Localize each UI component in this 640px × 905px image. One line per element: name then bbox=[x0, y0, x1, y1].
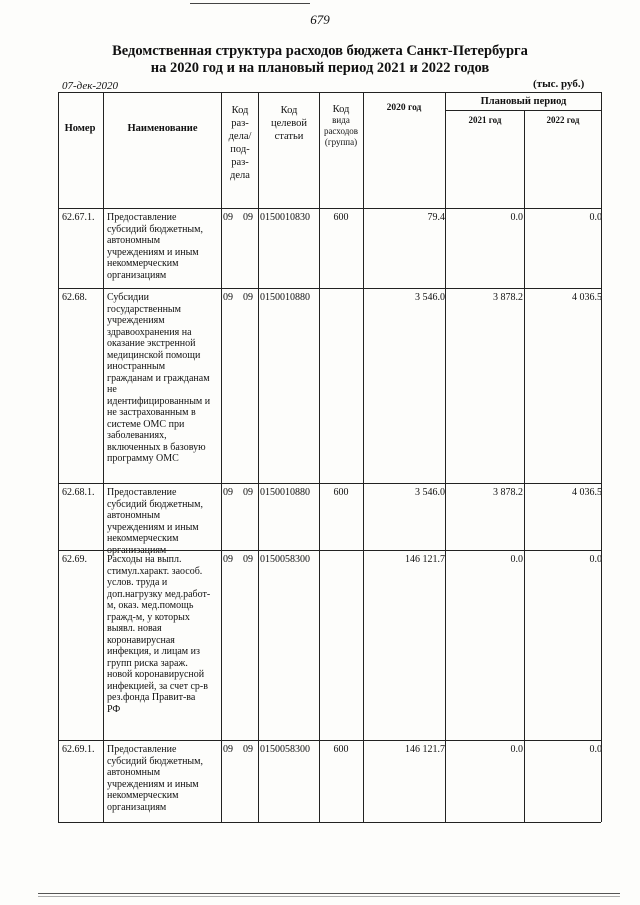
header-target-line: статьи bbox=[274, 131, 304, 142]
header-planned-period: Плановый период bbox=[480, 96, 567, 107]
page-number: 679 bbox=[310, 12, 330, 27]
header-target-line: Код bbox=[280, 105, 298, 116]
row-name-line: организациям bbox=[107, 801, 167, 813]
target-code: 0150058300 bbox=[260, 554, 310, 565]
row-name-line: рез.фонда Правит-ва bbox=[107, 692, 196, 703]
value-2020: 3 546.0 bbox=[415, 487, 445, 498]
expense-code: 600 bbox=[333, 487, 349, 498]
bottom-rule-thin bbox=[38, 896, 620, 897]
target-code: 0150010880 bbox=[260, 292, 310, 303]
header-section-line: под- bbox=[230, 144, 250, 155]
row-name-line: новой коронавирусной bbox=[107, 669, 205, 680]
row-rule bbox=[58, 208, 601, 209]
row-number: 62.67.1. bbox=[62, 212, 95, 223]
row-name-line: РФ bbox=[107, 703, 121, 715]
row-name-line: здравоохранения на bbox=[107, 326, 192, 338]
value-2022: 4 036.5 bbox=[572, 487, 602, 498]
column-rule bbox=[221, 92, 222, 822]
row-name bbox=[107, 744, 219, 813]
row-name-line: групп риска зараж. bbox=[107, 657, 188, 669]
document-title bbox=[60, 43, 580, 77]
section-code: 09 bbox=[223, 487, 233, 498]
subsection-code: 09 bbox=[243, 292, 253, 303]
subsection-code: 09 bbox=[243, 554, 253, 565]
target-code: 0150010880 bbox=[260, 487, 310, 498]
row-number: 62.69.1. bbox=[62, 744, 95, 755]
row-name-line: некоммерческим bbox=[107, 790, 179, 801]
target-code: 0150058300 bbox=[260, 744, 310, 755]
table-bottom-rule bbox=[58, 822, 601, 823]
expense-code: 600 bbox=[333, 212, 349, 223]
row-number: 62.68. bbox=[62, 292, 87, 303]
section-code: 09 bbox=[223, 744, 233, 755]
row-name-line: Предоставление bbox=[107, 487, 177, 498]
column-rule bbox=[103, 92, 104, 822]
row-name-line: Расходы на выпл. bbox=[107, 554, 182, 565]
column-rule bbox=[258, 92, 259, 822]
row-name bbox=[107, 292, 219, 465]
value-2021: 0.0 bbox=[510, 554, 523, 565]
row-name-line: Предоставление bbox=[107, 212, 177, 223]
header-expense-line: Код bbox=[332, 104, 350, 115]
header-year-2021: 2021 год bbox=[468, 115, 502, 125]
row-name-line: оказание экстренной bbox=[107, 338, 196, 349]
subsection-code: 09 bbox=[243, 487, 253, 498]
row-name-line: не застрахованным в bbox=[107, 407, 196, 418]
row-name-line: заболеваниях, bbox=[107, 430, 167, 441]
row-name-line: субсидий бюджетным, bbox=[107, 223, 203, 235]
row-name-line: гражданам и гражданам bbox=[107, 372, 210, 384]
value-2020: 146 121.7 bbox=[405, 554, 445, 565]
row-name-line: системе ОМС при bbox=[107, 418, 185, 430]
value-2020: 146 121.7 bbox=[405, 744, 445, 755]
row-name bbox=[107, 487, 219, 556]
column-rule bbox=[58, 92, 59, 822]
row-name-line: автономным bbox=[107, 235, 161, 246]
row-name-line: Субсидии bbox=[107, 292, 149, 303]
row-number: 62.69. bbox=[62, 554, 87, 565]
row-name-line: стимул.характ. заособ. bbox=[107, 565, 203, 577]
header-section-code bbox=[222, 104, 258, 182]
row-name-line: некоммерческим bbox=[107, 258, 179, 269]
subsection-code: 09 bbox=[243, 212, 253, 223]
header-section-line: Код bbox=[231, 105, 249, 116]
row-name-line: учреждениям bbox=[107, 315, 165, 326]
row-name-line: гражд-м, у которых bbox=[107, 611, 190, 623]
column-rule bbox=[601, 92, 602, 822]
header-section-line: раз- bbox=[231, 118, 249, 129]
header-expense-line: (группа) bbox=[324, 137, 358, 147]
row-name-line: учреждениям и иным bbox=[107, 246, 199, 258]
row-name-line: субсидий бюджетным, bbox=[107, 755, 203, 767]
row-rule bbox=[58, 483, 601, 484]
header-top-rule bbox=[58, 92, 601, 93]
value-2021: 0.0 bbox=[510, 212, 523, 223]
row-name-line: учреждениям и иным bbox=[107, 778, 199, 790]
value-2022: 4 036.5 bbox=[572, 292, 602, 303]
row-rule bbox=[58, 288, 601, 289]
value-2021: 3 878.2 bbox=[493, 487, 523, 498]
row-name-line: включенных в базовую bbox=[107, 441, 206, 453]
header-number: Номер bbox=[64, 123, 96, 134]
value-2020: 3 546.0 bbox=[415, 292, 445, 303]
row-number: 62.68.1. bbox=[62, 487, 95, 498]
column-rule bbox=[363, 92, 364, 822]
value-2022: 0.0 bbox=[589, 554, 602, 565]
row-name-line: иностранным bbox=[107, 361, 166, 372]
column-rule bbox=[445, 92, 446, 822]
header-section-line: раз- bbox=[231, 157, 249, 168]
row-name-line: организациям bbox=[107, 269, 167, 281]
value-2020: 79.4 bbox=[427, 212, 445, 223]
header-section-line: дела bbox=[230, 170, 250, 181]
row-rule bbox=[58, 550, 601, 551]
value-2021: 0.0 bbox=[510, 744, 523, 755]
header-year-2020: 2020 год bbox=[386, 103, 422, 113]
header-target-line: целевой bbox=[271, 118, 307, 129]
header-target-code bbox=[259, 104, 319, 143]
row-name-line: программу ОМС bbox=[107, 453, 179, 464]
target-code: 0150010830 bbox=[260, 212, 310, 223]
row-name bbox=[107, 554, 219, 715]
row-name-line: инфекцией, за счет ср-в bbox=[107, 680, 208, 692]
row-name-line: идентифицированным и bbox=[107, 395, 211, 407]
section-code: 09 bbox=[223, 554, 233, 565]
header-year-2022: 2022 год bbox=[546, 115, 580, 125]
row-name-line: Предоставление bbox=[107, 744, 177, 755]
top-rule bbox=[190, 3, 310, 4]
section-code: 09 bbox=[223, 292, 233, 303]
expense-code: 600 bbox=[333, 744, 349, 755]
row-name-line: учреждениям и иным bbox=[107, 521, 199, 533]
row-name-line: некоммерческим bbox=[107, 533, 179, 544]
subsection-code: 09 bbox=[243, 744, 253, 755]
row-name-line: государственным bbox=[107, 303, 181, 315]
row-name-line: субсидий бюджетным, bbox=[107, 498, 203, 510]
row-name-line: не bbox=[107, 384, 117, 395]
bottom-rule bbox=[38, 893, 620, 894]
row-name-line: м, оказ. мед.помощь bbox=[107, 600, 194, 611]
row-name-line: медицинской помощи bbox=[107, 349, 201, 361]
header-name: Наименование bbox=[127, 123, 198, 134]
value-2021: 3 878.2 bbox=[493, 292, 523, 303]
row-name-line: организациям bbox=[107, 544, 167, 556]
header-expense-line: вида bbox=[332, 115, 350, 125]
header-expense-code bbox=[320, 104, 362, 148]
header-expense-line: расходов bbox=[323, 126, 359, 136]
row-name-line: автономным bbox=[107, 510, 161, 521]
row-name bbox=[107, 212, 219, 281]
document-date: 07-дек-2020 bbox=[62, 80, 119, 92]
units-label: (тыс. руб.) bbox=[533, 78, 585, 90]
title-line-2: на 2020 год и на плановый период 2021 и 2022 годов bbox=[150, 60, 490, 76]
title-line-1: Ведомственная структура расходов бюджета Санкт-Петербурга bbox=[112, 43, 528, 59]
section-code: 09 bbox=[223, 212, 233, 223]
row-name-line: автономным bbox=[107, 767, 161, 778]
row-name-line: выявл. новая bbox=[107, 623, 162, 634]
header-section-line: дела/ bbox=[228, 131, 252, 142]
value-2022: 0.0 bbox=[589, 212, 602, 223]
row-rule bbox=[58, 740, 601, 741]
row-name-line: инфекция, и лицам из bbox=[107, 646, 200, 657]
column-rule bbox=[524, 110, 525, 822]
column-rule bbox=[319, 92, 320, 822]
row-name-line: доп.нагрузку мед.работ- bbox=[107, 588, 211, 600]
row-name-line: коронавирусная bbox=[107, 634, 175, 646]
row-name-line: услов. труда и bbox=[107, 577, 168, 588]
value-2022: 0.0 bbox=[589, 744, 602, 755]
